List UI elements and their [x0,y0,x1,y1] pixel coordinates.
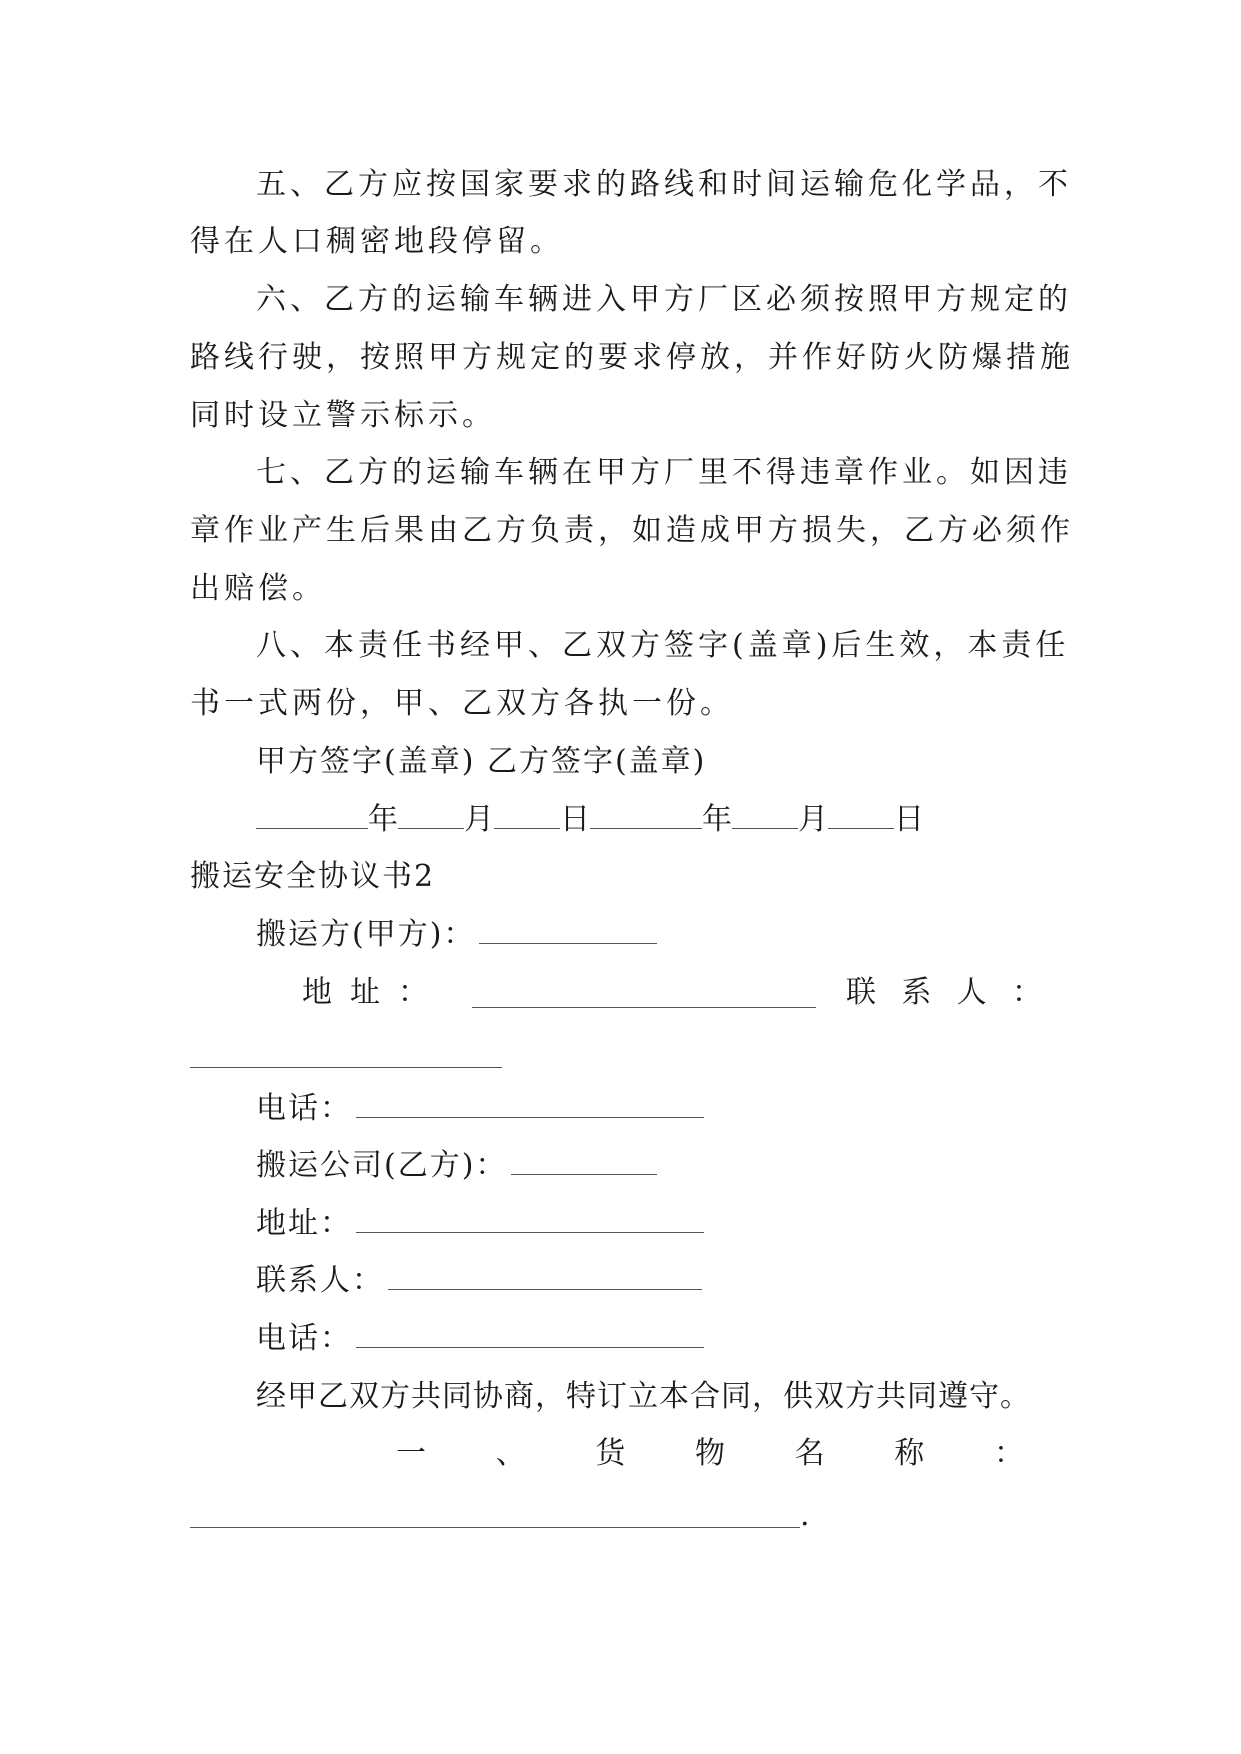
item-one-char-6: 称 [894,1436,925,1471]
clause-six-line-1: 六、乙方的运输车辆进入甲方厂区必须按照甲方规定的 [256,282,1072,317]
party-b-address-label: 地址： [256,1206,352,1241]
second-document-title: 搬运安全协议书2 [190,859,436,894]
party-b-name-field [256,1146,657,1186]
clause-seven-line-1: 七、乙方的运输车辆在甲方厂里不得违章作业。如因违 [256,455,1072,490]
item-one-label [396,1434,1024,1474]
party-a-phone-label: 电话： [256,1091,352,1126]
clause-five-line-2: 得在人口稠密地段停留。 [190,224,564,259]
party-b-phone-label: 电话： [256,1321,352,1356]
agreement-statement: 经甲乙双方共同协商，特订立本合同，供双方共同遵守。 [256,1379,1031,1414]
clause-eight-line-1: 八、本责任书经甲、乙双方签字(盖章)后生效，本责任 [256,628,1070,663]
trailing-period: . [800,1498,810,1533]
year-blank-b[interactable] [590,800,702,829]
signature-labels: 甲方签字(盖章) 乙方签字(盖章) [256,744,707,779]
item-one-char-4: 物 [694,1436,725,1471]
party-a-contact-label [846,973,1042,1013]
month-label-b: 月 [798,802,828,837]
day-label-a: 日 [560,802,590,837]
party-b-phone-field [256,1319,704,1359]
clause-six-line-2: 路线行驶，按照甲方规定的要求停放，并作好防火防爆措施 [190,340,1074,375]
party-a-contact-char-2: 系 [901,975,932,1010]
party-a-address-blank[interactable] [472,1006,816,1008]
year-label-a: 年 [368,802,398,837]
party-b-phone-blank[interactable] [356,1319,704,1348]
item-one-char-5: 名 [794,1436,825,1471]
party-a-address-char-1: 地 [302,975,332,1010]
clause-five-line-1: 五、乙方应按国家要求的路线和时间运输危化学品，不 [256,167,1072,202]
day-blank-b[interactable] [828,800,894,829]
year-label-b: 年 [702,802,732,837]
date-line [256,800,924,840]
party-a-address-char-2: 址 [350,975,380,1010]
clause-six-line-3: 同时设立警示标示。 [190,398,496,433]
party-a-label: 搬运方(甲方)： [256,917,476,952]
party-a-address-label [302,973,472,1013]
party-a-contact-char-3: 人 [956,975,987,1010]
goods-name-blank[interactable] [190,1526,800,1528]
party-a-address-char-3: ： [398,975,428,1010]
month-label-a: 月 [464,802,494,837]
party-a-name-field [256,915,657,955]
party-b-name-blank[interactable] [511,1146,657,1175]
clause-eight-line-2: 书一式两份，甲、乙双方各执一份。 [190,686,734,721]
item-one-char-3: 货 [595,1436,626,1471]
party-b-contact-label: 联系人： [256,1263,384,1298]
clause-seven-line-2: 章作业产生后果由乙方负责，如造成甲方损失，乙方必须作 [190,513,1074,548]
party-a-phone-blank[interactable] [356,1089,704,1118]
party-a-contact-char-4: ： [1011,975,1042,1010]
day-label-b: 日 [894,802,924,837]
party-b-contact-field [256,1261,702,1301]
item-one-char-7: ： [993,1436,1024,1471]
item-one-char-1: 一 [396,1436,426,1471]
clause-seven-line-3: 出赔偿。 [190,571,326,606]
party-b-contact-blank[interactable] [388,1261,702,1290]
party-b-address-blank[interactable] [356,1204,704,1233]
party-b-address-field [256,1204,704,1244]
party-a-phone-field [256,1089,704,1129]
party-a-contact-blank[interactable] [190,1066,502,1068]
party-a-name-blank[interactable] [479,915,657,944]
day-blank-a[interactable] [494,800,560,829]
month-blank-a[interactable] [398,800,464,829]
party-a-contact-char-1: 联 [846,975,876,1010]
month-blank-b[interactable] [732,800,798,829]
year-blank-a[interactable] [256,800,368,829]
item-one-char-2: 、 [495,1436,526,1471]
party-b-label: 搬运公司(乙方)： [256,1148,508,1183]
